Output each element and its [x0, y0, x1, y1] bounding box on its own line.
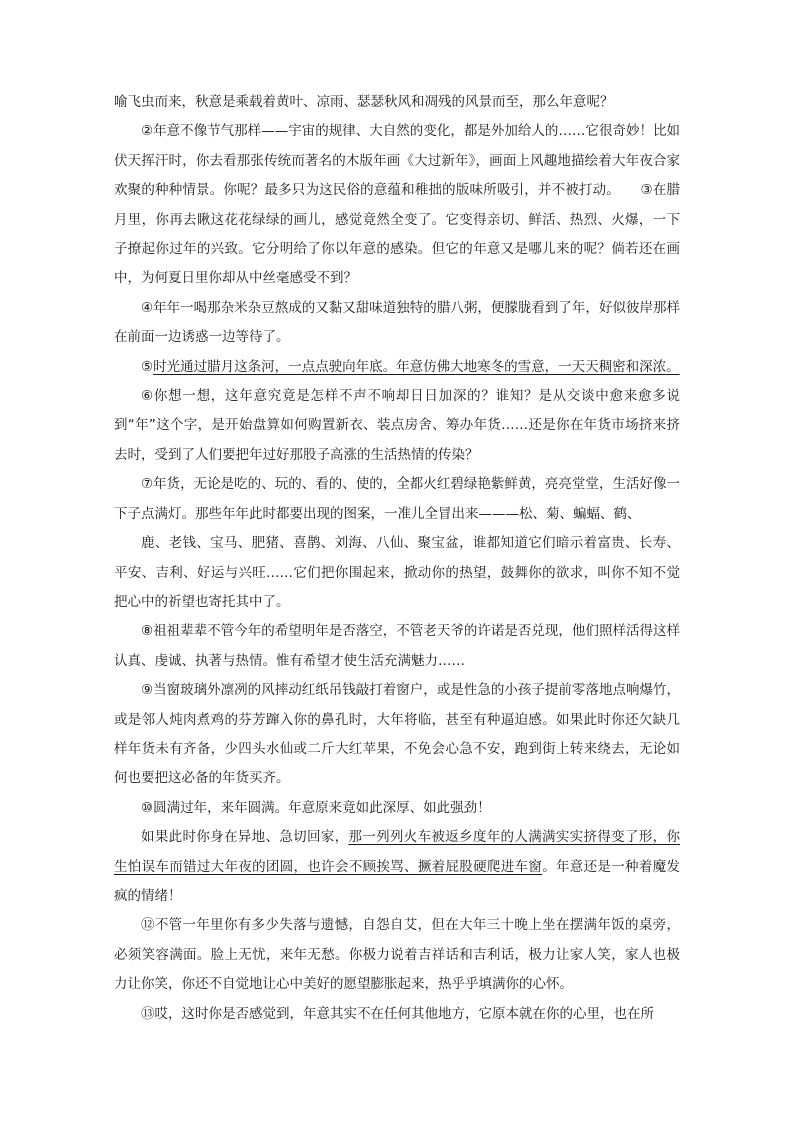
text-run: ⑦年货，无论是吃的、玩的、看的、使的，全都火红碧绿艳紫鲜黄，亮亮堂堂，生活好像一下子点满灯。那些年年此时都要出现的图案，一准儿全冒出来———松、菊、蝙蝠、鹤、: [114, 476, 680, 522]
text-run: ④年年一喝那杂米杂豆熬成的又黏又甜味道独特的腊八粥，便朦胧看到了年，好似彼岸那样在前面一边诱惑一边等待了。: [114, 299, 680, 346]
paragraph-1: [114, 88, 680, 117]
paragraph-7: [114, 470, 680, 529]
text-run: ⑤: [141, 358, 154, 375]
text-run: 喻飞虫而来，秋意是乘载着黄叶、凉雨、瑟瑟秋风和凋残的风景而至，那么年意呢？: [114, 94, 614, 110]
underlined-sentence: 时光通过腊月这条河，一点点驶向年底。年意仿佛大地寒冬的雪意，一天天稠密和深浓。: [153, 358, 680, 375]
paragraph-4: [114, 294, 680, 353]
paragraph-8: [114, 617, 680, 676]
paragraph-2: [114, 117, 680, 293]
paragraph-6: [114, 382, 680, 470]
text-run: 。年意还是一种着魔发疯的情绪！: [114, 858, 680, 904]
text-run: ⑩圆满过年，来年圆满。年意原来竟如此深厚、如此强劲！: [141, 799, 491, 816]
text-run: ⑨当窗玻璃外凛冽的风摔动红纸吊钱敲打着窗户，或是性急的小孩子提前零落地点响爆竹，或是邻人炖肉煮鸡的芬芳蹿入你的鼻孔时，大年将临，甚至有种逼迫感。如果此时你还欠缺几样年货未有齐备，少四头水仙或二斤大红苹果，不免会心急不安，跑到街上转来绕去，无论如何也要把这必备的年货买齐。: [114, 682, 680, 787]
paragraph-5: [114, 353, 680, 382]
text-run: ②年意不像节气那样——宇宙的规律、大自然的变化，都是外加给人的……它很奇妙！比如伏天挥汗时，你去看那张传统而著名的木版年画《大过新年》，画面上风趣地描绘着大年夜合家欢聚的种种情景。你呢？最多只为这民俗的意蕴和稚拙的版味所吸引，并不被打动。 ③在腊月里，你再去瞅这花花绿绿的画儿，感觉竟然全变了。它变得亲切、鲜活、热烈、火爆，一下子撩起你过年的兴致。它分明给了你以年意的感染。但它的年意又是哪儿来的呢？倘若还在画中，为何夏日里你却从中丝毫感受不到？: [114, 123, 680, 287]
paragraph-11: [114, 823, 680, 911]
text-run: 鹿、老钱、宝马、肥猪、喜鹊、刘海、八仙、聚宝盆，谁都知道它们暗示着富贵、长寿、平安、吉利、好运与兴旺……它们把你围起来，掀动你的热望，鼓舞你的欲求，叫你不知不觉把心中的祈望也寄托其中了。: [114, 535, 680, 610]
document-page: [114, 88, 680, 1029]
underlined-sentence: 那一列列火车被返乡度年的人满满实实挤得变了形，你生怕误车而错过大年夜的团圆，也许会不顾挨骂、撅着屁股硬爬进车窗: [114, 829, 681, 875]
paragraph-10: [114, 794, 680, 823]
text-run: ⑥你想一想，这年意究竟是怎样不声不响却日日加深的？谁知？是从交谈中愈来愈多说到“年”这个字，是开始盘算如何购置新衣、装点房舍、筹办年货……还是你在年货市场挤来挤去时，受到了人们要把年过好那股子高涨的生活热情的传染？: [114, 388, 680, 463]
text-run: ⑫不管一年里你有多少失落与遗憾，自怨自艾，但在大年三十晚上坐在摆满年饭的桌旁，必须笑容满面。脸上无忧，来年无愁。你极力说着吉祥话和吉利话，极力让家人笑，家人也极力让你笑，你还不自觉地让心中美好的愿望膨胀起来，热乎乎填满你的心怀。: [114, 917, 680, 993]
text-run: 如果此时你身在异地、急切回家，: [141, 829, 349, 846]
text-run: ⑬哎，这时你是否感觉到，年意其实不在任何其他地方，它原本就在你的心里，也在所: [141, 1005, 654, 1022]
text-run: ⑧祖祖辈辈不管今年的希望明年是否落空，不管老天爷的许诺是否兑现，他们照样活得这样认真、虔诚、执著与热情。惟有希望才使生活充满魅力……: [114, 623, 680, 669]
paragraph-13: [114, 1000, 680, 1029]
paragraph-9: [114, 676, 680, 794]
paragraph-7-continued: [114, 529, 680, 617]
paragraph-12: [114, 911, 680, 999]
